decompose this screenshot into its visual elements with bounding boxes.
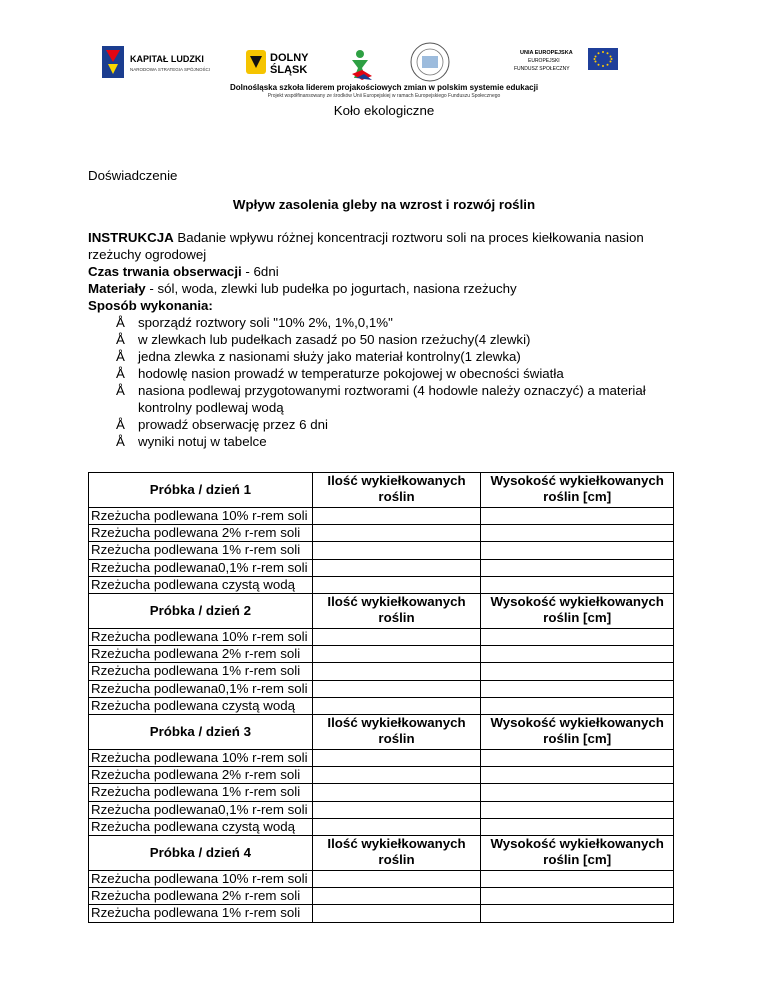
sample-label: Rzeżucha podlewana czystą wodą [89,576,313,593]
height-cell[interactable] [481,888,674,905]
logo1-title: KAPITAŁ LUDZKI [130,54,204,64]
bullet-icon: Å [116,315,125,330]
bullet-icon: Å [116,349,125,364]
table-row [89,697,674,714]
height-cell[interactable] [481,871,674,888]
height-cell[interactable] [481,646,674,663]
logo5-line1: UNIA EUROPEJSKA [520,50,573,56]
table-row [89,525,674,542]
table-header-row [89,715,674,750]
table-row [89,767,674,784]
table-row [89,784,674,801]
bullet-icon: Å [116,417,125,432]
bullet-icon: Å [116,332,125,347]
sample-label: Rzeżucha podlewana czystą wodą [89,818,313,835]
height-header: Wysokość wykiełkowanych roślin [cm] [481,715,674,750]
height-cell[interactable] [481,576,674,593]
count-cell[interactable] [312,750,481,767]
sample-label: Rzeżucha podlewana 10% r-rem soli [89,871,313,888]
day-header: Próbka / dzień 1 [89,473,313,508]
count-cell[interactable] [312,559,481,576]
height-cell[interactable] [481,801,674,818]
materials [88,280,517,297]
logo2-title: DOLNY [270,52,309,64]
height-cell[interactable] [481,508,674,525]
logo1-sub: NARODOWA STRATEGIA SPÓJNOŚCI [130,67,211,72]
figure-logo-icon [356,50,364,58]
duration-label: Czas trwania obserwacji [88,264,242,279]
count-cell[interactable] [312,629,481,646]
height-cell[interactable] [481,905,674,922]
bullet-icon: Å [116,434,125,449]
table-row [89,750,674,767]
table-row [89,818,674,835]
instruction-label: INSTRUKCJA [88,230,174,245]
sample-label: Rzeżucha podlewana0,1% r-rem soli [89,801,313,818]
sample-label: Rzeżucha podlewana 1% r-rem soli [89,784,313,801]
results-table [88,472,674,923]
table-row [89,905,674,922]
logo-bar [100,40,670,84]
count-cell[interactable] [312,697,481,714]
table-row [89,559,674,576]
height-cell[interactable] [481,663,674,680]
sample-label: Rzeżucha podlewana 10% r-rem soli [89,508,313,525]
list-item-text: sporządź roztwory soli "10% 2%, 1%,0,1%" [138,315,393,330]
height-cell[interactable] [481,750,674,767]
count-cell[interactable] [312,646,481,663]
instruction-text: Badanie wpływu różnej koncentracji roztworu soli na proces kiełkowania nasion [173,230,644,245]
doc-title: Wpływ zasolenia gleby na wzrost i rozwój roślin [232,197,536,212]
table-row [89,663,674,680]
list-item-text: jedna zlewka z nasionami służy jako materiał kontrolny(1 zlewka) [138,349,521,364]
instruction-text-2: rzeżuchy ogrodowej [88,247,207,262]
count-cell[interactable] [312,680,481,697]
height-cell[interactable] [481,697,674,714]
height-cell[interactable] [481,818,674,835]
count-cell[interactable] [312,767,481,784]
day-header: Próbka / dzień 3 [89,715,313,750]
count-header: Ilość wykiełkowanych roślin [312,594,481,629]
table-row [89,888,674,905]
height-cell[interactable] [481,629,674,646]
table-header-row [89,836,674,871]
sample-label: Rzeżucha podlewana 1% r-rem soli [89,542,313,559]
count-cell[interactable] [312,663,481,680]
sample-label: Rzeżucha podlewana 10% r-rem soli [89,629,313,646]
instruction [88,229,688,246]
sample-label: Rzeżucha podlewana 10% r-rem soli [89,750,313,767]
table-row [89,801,674,818]
list-item-text: prowadź obserwację przez 6 dni [138,417,328,432]
logos-graphic [100,40,670,84]
sample-label: Rzeżucha podlewana 2% r-rem soli [89,767,313,784]
height-header: Wysokość wykiełkowanych roślin [cm] [481,836,674,871]
count-cell[interactable] [312,818,481,835]
bullet-icon: Å [116,366,125,381]
count-cell[interactable] [312,905,481,922]
table-row [89,542,674,559]
sample-label: Rzeżucha podlewana 1% r-rem soli [89,905,313,922]
list-item-text: hodowlę nasion prowadź w temperaturze pokojowej w obecności światła [138,366,564,381]
count-cell[interactable] [312,525,481,542]
table-row [89,629,674,646]
height-cell[interactable] [481,784,674,801]
table-header-row [89,473,674,508]
materials-label: Materiały [88,281,146,296]
table-header-row [89,594,674,629]
materials-text: - sól, woda, zlewki lub pudełka po jogurtach, nasiona rzeżuchy [145,281,517,296]
day-header: Próbka / dzień 2 [89,594,313,629]
table-row [89,871,674,888]
height-cell[interactable] [481,680,674,697]
day-header: Próbka / dzień 4 [89,836,313,871]
duration [88,263,279,280]
doc-type: Doświadczenie [88,168,178,183]
count-cell[interactable] [312,542,481,559]
list-item-text: w zlewkach lub pudełkach zasadź po 50 nasion rzeżuchy(4 zlewki) [138,332,531,347]
count-cell[interactable] [312,784,481,801]
height-cell[interactable] [481,542,674,559]
program-subtitle: Projekt współfinansowany ze środków Unii Europejskiej w ramach Europejskiego Funduszu Społecznego [267,93,501,99]
logo5-line2: EUROPEJSKI [528,58,560,64]
method-label: Sposób wykonania: [88,298,213,313]
table-row [89,680,674,697]
list-item-text: kontrolny podlewaj wodą [138,400,284,415]
table-row [89,508,674,525]
count-header: Ilość wykiełkowanych roślin [312,473,481,508]
count-cell[interactable] [312,871,481,888]
count-cell[interactable] [312,888,481,905]
logo5-line3: FUNDUSZ SPOŁECZNY [514,66,570,72]
table-row [89,646,674,663]
bullet-icon: Å [116,383,125,398]
count-cell[interactable] [312,508,481,525]
height-cell[interactable] [481,525,674,542]
sample-label: Rzeżucha podlewana 2% r-rem soli [89,646,313,663]
height-header: Wysokość wykiełkowanych roślin [cm] [481,473,674,508]
sample-label: Rzeżucha podlewana 1% r-rem soli [89,663,313,680]
sample-label: Rzeżucha podlewana czystą wodą [89,697,313,714]
program-title: Dolnośląska szkoła liderem projakościowych zmian w polskim systemie edukacji [229,83,539,92]
height-cell[interactable] [481,559,674,576]
height-cell[interactable] [481,767,674,784]
sample-label: Rzeżucha podlewana0,1% r-rem soli [89,680,313,697]
logo2-title2: ŚLĄSK [270,64,308,76]
count-header: Ilość wykiełkowanych roślin [312,715,481,750]
circle-name: Koło ekologiczne [333,103,435,118]
duration-text: - 6dni [241,264,279,279]
sample-label: Rzeżucha podlewana 2% r-rem soli [89,525,313,542]
count-cell[interactable] [312,801,481,818]
list-item-text: nasiona podlewaj przygotowanymi roztworami (4 hodowle należy oznaczyć) a materiał [138,383,646,398]
count-header: Ilość wykiełkowanych roślin [312,836,481,871]
table-row [89,576,674,593]
sample-label: Rzeżucha podlewana 2% r-rem soli [89,888,313,905]
sample-label: Rzeżucha podlewana0,1% r-rem soli [89,559,313,576]
list-item-text: wyniki notuj w tabelce [138,434,267,449]
count-cell[interactable] [312,576,481,593]
height-header: Wysokość wykiełkowanych roślin [cm] [481,594,674,629]
